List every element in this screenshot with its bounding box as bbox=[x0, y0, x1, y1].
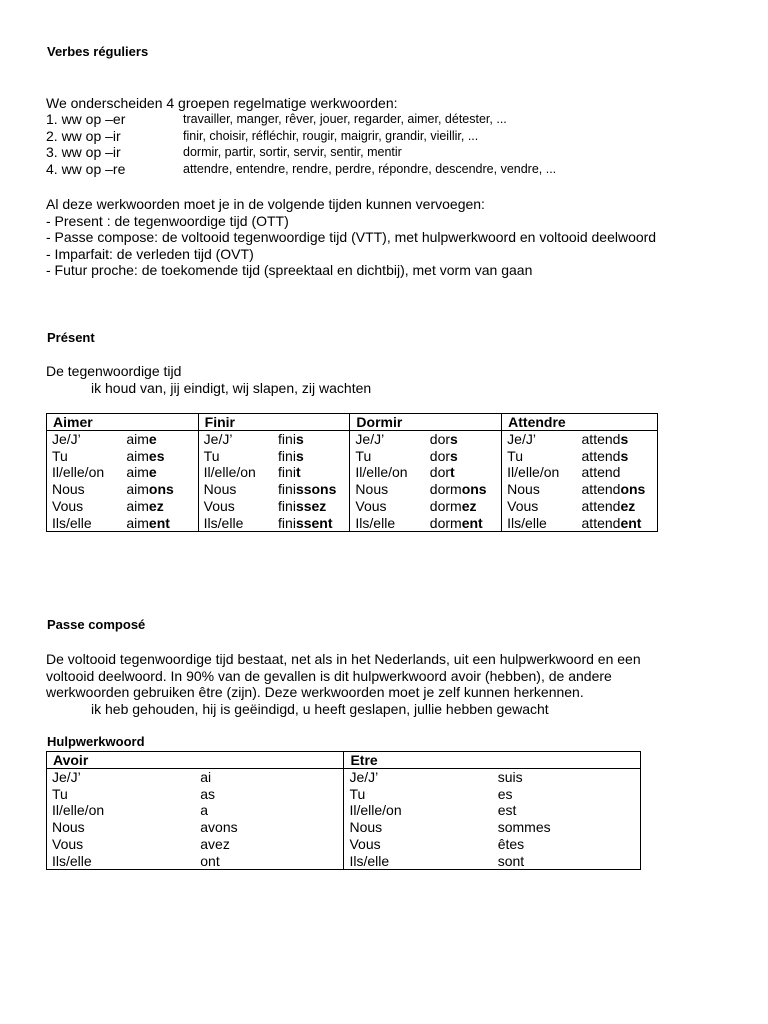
verb-form-cell bbox=[273, 498, 350, 515]
passe-example: ik heb gehouden, hij is geëindigd, u heeft geslapen, jullie hebben gewacht bbox=[91, 701, 549, 717]
verb-form-cell bbox=[577, 464, 658, 481]
verb-ending: ez bbox=[148, 497, 164, 514]
verb-form-cell bbox=[121, 431, 198, 448]
pronoun-cell: Ils/elle bbox=[198, 515, 273, 532]
pronoun-cell: Je/J’ bbox=[47, 769, 196, 786]
verb-stem: aim bbox=[126, 464, 149, 481]
verb-ending: ons bbox=[461, 481, 487, 498]
verb-stem: attend bbox=[581, 514, 621, 531]
pronoun-cell: Tu bbox=[502, 448, 577, 465]
pronoun-cell: Tu bbox=[198, 448, 273, 465]
verb-stem: fini bbox=[278, 431, 296, 447]
group-examples bbox=[183, 111, 556, 177]
verb-form-cell bbox=[273, 481, 350, 498]
table-row bbox=[47, 802, 641, 819]
pronoun-cell: Ils/elle bbox=[350, 515, 425, 532]
verb-stem: dorm bbox=[429, 514, 462, 531]
pronoun-cell: Tu bbox=[350, 448, 425, 465]
verb-form-cell: sommes bbox=[493, 819, 641, 836]
verb-ending: ez bbox=[461, 497, 477, 514]
verb-header-avoir: Avoir bbox=[47, 752, 344, 769]
verb-form-cell: a bbox=[200, 802, 209, 819]
verb-header-aimer: Aimer bbox=[47, 414, 199, 431]
verb-form-cell: est bbox=[493, 802, 641, 819]
present-conjugation-table bbox=[46, 413, 658, 532]
verb-form-cell bbox=[121, 481, 198, 498]
group-labels bbox=[46, 111, 125, 177]
table-row bbox=[47, 853, 641, 870]
verb-stem: attend bbox=[581, 481, 621, 498]
verb-form-cell bbox=[273, 431, 350, 448]
tense-item: - Futur proche: de toekomende tijd (spreektaal en dichtbij), met vorm van gaan bbox=[46, 262, 533, 278]
verb-form-cell: suis bbox=[493, 769, 641, 786]
pronoun-cell: Nous bbox=[350, 481, 425, 498]
pronoun-cell: Ils/elle bbox=[47, 853, 196, 870]
passe-para-line: voltooid deelwoord. In 90% van de gevallen is dit hulpwerkwoord avoir (hebben), de andere bbox=[46, 667, 612, 684]
verb-form-cell bbox=[425, 515, 502, 532]
group-examples-line: finir, choisir, réfléchir, rougir, maigrir, grandir, vieillir, ... bbox=[183, 128, 479, 143]
table-row bbox=[47, 819, 641, 836]
pronoun-cell: Il/elle/on bbox=[350, 464, 425, 481]
verb-ending: ssons bbox=[295, 481, 337, 498]
pronoun-cell: Je/J’ bbox=[47, 431, 122, 448]
group-label: 3. ww op –ir bbox=[46, 144, 121, 160]
pronoun-cell: Il/elle/on bbox=[47, 802, 196, 819]
pronoun-cell: Vous bbox=[502, 498, 577, 515]
verb-stem: attend bbox=[581, 497, 621, 514]
verb-ending: s bbox=[620, 447, 629, 464]
verb-ending: s bbox=[295, 447, 304, 464]
passe-para-line: werkwoorden gebruiken être (zijn). Deze werkwoorden moet je zelf kunnen herkennen. bbox=[46, 684, 584, 700]
verb-stem: aim bbox=[126, 447, 149, 464]
hulpwerkwoord-heading: Hulpwerkwoord bbox=[47, 734, 145, 749]
pronoun-cell: Vous bbox=[47, 498, 122, 515]
pronoun-cell: Il/elle/on bbox=[344, 802, 493, 819]
table-row bbox=[47, 515, 658, 532]
group-examples-line: attendre, entendre, rendre, perdre, répondre, descendre, vendre, ... bbox=[183, 161, 557, 176]
verb-ending: ent bbox=[148, 514, 170, 531]
group-label: 4. ww op –re bbox=[46, 160, 126, 177]
pronoun-cell: Tu bbox=[47, 448, 122, 465]
verb-form-cell: as bbox=[200, 785, 216, 802]
verb-form-cell bbox=[425, 498, 502, 515]
verb-form-cell: avons bbox=[200, 819, 238, 836]
present-example: ik houd van, jij eindigt, wij slapen, zij wachten bbox=[91, 380, 372, 396]
verb-ending: es bbox=[148, 447, 165, 464]
verb-stem: aim bbox=[126, 497, 149, 514]
present-heading: Présent bbox=[47, 330, 95, 345]
verb-stem: dor bbox=[429, 447, 451, 464]
verb-form-cell bbox=[425, 431, 502, 448]
table-row bbox=[47, 464, 658, 481]
verb-ending: s bbox=[450, 447, 458, 464]
verb-stem: fini bbox=[278, 481, 296, 498]
verb-ending: t bbox=[450, 464, 455, 481]
verb-form-cell bbox=[121, 515, 198, 532]
verb-form-cell bbox=[425, 481, 502, 498]
tense-item: - Passe compose: de voltooid tegenwoordige tijd (VTT), met hulpwerkwoord en voltooid deelwoord bbox=[46, 229, 657, 245]
verb-form-cell bbox=[273, 464, 350, 481]
verb-header-dormir: Dormir bbox=[350, 414, 502, 431]
table-row bbox=[47, 448, 658, 465]
verb-ending: ez bbox=[620, 497, 636, 514]
verb-ending: s bbox=[295, 431, 304, 447]
intro-text: We onderscheiden 4 groepen regelmatige werkwoorden: bbox=[46, 95, 398, 111]
group-label: 2. ww op –ir bbox=[46, 127, 121, 144]
pronoun-cell: Nous bbox=[47, 481, 122, 498]
verb-form-cell bbox=[273, 448, 350, 465]
verb-form-cell bbox=[425, 464, 502, 481]
verb-stem: dorm bbox=[429, 481, 462, 498]
table-row bbox=[47, 769, 641, 786]
pronoun-cell: Ils/elle bbox=[344, 853, 493, 870]
pronoun-cell: Il/elle/on bbox=[502, 464, 577, 481]
verb-ending: ssez bbox=[295, 497, 327, 514]
tense-item: - Present : de tegenwoordige tijd (OTT) bbox=[46, 212, 289, 229]
pronoun-cell: Vous bbox=[47, 836, 196, 853]
verb-form-cell bbox=[577, 481, 658, 498]
verb-form-cell: êtes bbox=[493, 836, 641, 853]
group-examples-line: dormir, partir, sortir, servir, sentir, mentir bbox=[183, 145, 402, 159]
group-examples-line: travailler, manger, rêver, jouer, regarder, aimer, détester, ... bbox=[183, 112, 507, 126]
pronoun-cell: Je/J’ bbox=[502, 431, 577, 448]
verb-stem: aim bbox=[126, 481, 149, 498]
pronoun-cell: Tu bbox=[47, 786, 196, 803]
pronoun-cell: Je/J’ bbox=[344, 769, 493, 786]
verb-stem: dor bbox=[429, 431, 451, 447]
verb-ending: ons bbox=[620, 481, 646, 498]
verb-ending: ent bbox=[461, 514, 483, 531]
verb-stem: dor bbox=[429, 464, 451, 481]
pronoun-cell: Il/elle/on bbox=[47, 464, 122, 481]
verb-form-cell bbox=[577, 498, 658, 515]
verb-form-cell bbox=[121, 464, 198, 481]
verb-ending: t bbox=[295, 464, 301, 481]
verb-stem: aim bbox=[126, 514, 149, 531]
verb-ending: e bbox=[148, 464, 157, 481]
verb-ending: ons bbox=[148, 481, 174, 498]
pronoun-cell: Il/elle/on bbox=[198, 464, 273, 481]
pronoun-cell: Nous bbox=[47, 819, 196, 836]
pronoun-cell: Je/J’ bbox=[198, 431, 273, 448]
verb-form-cell: es bbox=[493, 786, 641, 803]
verb-ending: e bbox=[148, 431, 157, 447]
pronoun-cell: Nous bbox=[198, 481, 273, 498]
page-title: Verbes réguliers bbox=[47, 44, 149, 59]
verb-header-finir: Finir bbox=[198, 414, 350, 431]
verb-form-cell: ont bbox=[195, 853, 344, 870]
verb-stem: attend bbox=[581, 431, 621, 447]
table-row bbox=[47, 481, 658, 498]
verb-stem: fini bbox=[278, 447, 296, 464]
verb-stem: fini bbox=[278, 497, 296, 514]
pronoun-cell: Nous bbox=[502, 481, 577, 498]
group-label: 1. ww op –er bbox=[46, 111, 126, 127]
verb-stem: fini bbox=[278, 514, 296, 531]
verb-stem: attend bbox=[581, 447, 621, 464]
passe-heading: Passe composé bbox=[47, 617, 146, 632]
verb-form-cell bbox=[577, 515, 658, 532]
pronoun-cell: Vous bbox=[344, 836, 493, 853]
verb-ending: s bbox=[620, 431, 629, 447]
verb-form-cell bbox=[121, 498, 198, 515]
pronoun-cell: Ils/elle bbox=[47, 515, 122, 532]
passe-para-line: De voltooid tegenwoordige tijd bestaat, net als in het Nederlands, uit een hulpwerkwoord en een bbox=[46, 651, 641, 667]
verb-stem: dorm bbox=[429, 497, 462, 514]
verb-header-attendre: Attendre bbox=[502, 414, 658, 431]
verb-ending: s bbox=[450, 431, 458, 447]
pronoun-cell: Vous bbox=[198, 498, 273, 515]
verb-ending: ssent bbox=[295, 514, 333, 531]
table-row bbox=[47, 786, 641, 803]
verb-form-cell: avez bbox=[200, 835, 230, 852]
verb-form-cell bbox=[577, 448, 658, 465]
table-row bbox=[47, 836, 641, 853]
verb-form-cell bbox=[425, 448, 502, 465]
hulpwerkwoord-table bbox=[46, 751, 641, 870]
pronoun-cell: Tu bbox=[344, 786, 493, 803]
pronoun-cell: Vous bbox=[350, 498, 425, 515]
verb-form-cell bbox=[121, 448, 198, 465]
verb-form-cell bbox=[577, 431, 658, 448]
present-subtitle: De tegenwoordige tijd bbox=[46, 363, 182, 379]
verb-stem: attend bbox=[581, 464, 621, 481]
pronoun-cell: Nous bbox=[344, 819, 493, 836]
tense-item: - Imparfait: de verleden tijd (OVT) bbox=[46, 245, 254, 262]
verb-form-cell: sont bbox=[493, 853, 641, 870]
verb-stem: aim bbox=[126, 431, 149, 447]
verb-ending: ent bbox=[620, 514, 642, 531]
pronoun-cell: Je/J’ bbox=[350, 431, 425, 448]
table-row bbox=[47, 498, 658, 515]
verb-stem: fini bbox=[278, 464, 296, 481]
verb-form-cell bbox=[273, 515, 350, 532]
table-row bbox=[47, 431, 658, 448]
verb-header-etre: Etre bbox=[344, 752, 641, 769]
passe-paragraph bbox=[46, 651, 641, 701]
pronoun-cell: Ils/elle bbox=[502, 515, 577, 532]
verb-form-cell: ai bbox=[200, 769, 212, 785]
tenses-block bbox=[46, 196, 656, 279]
tenses-intro: Al deze werkwoorden moet je in de volgende tijden kunnen vervoegen: bbox=[46, 196, 485, 212]
